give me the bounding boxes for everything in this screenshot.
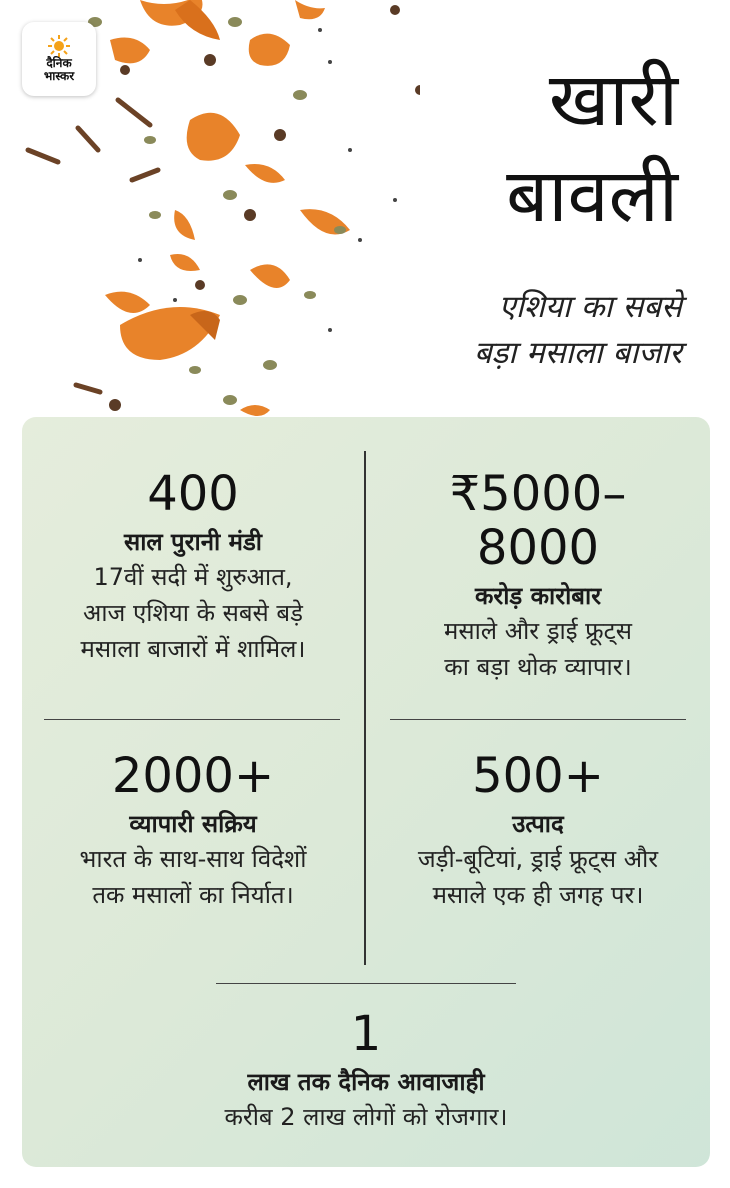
stat-number: ₹5000– bbox=[449, 466, 627, 522]
stat-footfall bbox=[22, 1007, 710, 1135]
stat-number-line2: 8000 bbox=[476, 520, 600, 576]
stat-label: व्यापारी सक्रिय bbox=[129, 810, 257, 838]
stat-label: साल पुरानी मंडी bbox=[123, 528, 263, 556]
subtitle-line1: एशिया का सबसे bbox=[498, 289, 682, 325]
stat-number: 500+ bbox=[472, 748, 604, 804]
stat-turnover bbox=[366, 467, 710, 685]
stats-card bbox=[22, 417, 710, 1167]
stat-desc-line: आज एशिया के सबसे बड़े bbox=[83, 599, 303, 627]
stat-years bbox=[22, 467, 364, 667]
divider-left bbox=[44, 719, 340, 720]
stat-number: 2000+ bbox=[111, 748, 275, 804]
stat-desc-line: भारत के साथ-साथ विदेशों bbox=[79, 845, 307, 873]
stat-desc-line: तक मसालों का निर्यात। bbox=[92, 881, 294, 909]
subtitle-line2: बड़ा मसाला बाजार bbox=[473, 335, 682, 371]
title-line2: बावली bbox=[506, 153, 678, 239]
stat-number: 1 bbox=[350, 1006, 382, 1062]
orange-peel-pieces bbox=[105, 0, 350, 416]
logo-text-line2: भास्कर bbox=[43, 69, 75, 83]
stat-traders bbox=[22, 749, 364, 913]
sun-icon bbox=[48, 35, 70, 57]
stat-desc-line: का बड़ा थोक व्यापार। bbox=[444, 653, 632, 681]
stat-label: करोड़ कारोबार bbox=[474, 582, 602, 610]
divider-right bbox=[390, 719, 686, 720]
page-title bbox=[506, 52, 678, 244]
stat-desc-line: जड़ी-बूटियां, ड्राई फ्रूट्स और bbox=[417, 845, 659, 873]
title-line1: खारी bbox=[548, 57, 678, 143]
stat-number: 400 bbox=[147, 466, 239, 522]
logo-text-line1: दैनिक bbox=[46, 56, 72, 70]
stat-desc-line: करीब 2 लाख लोगों को रोजगार। bbox=[224, 1103, 508, 1131]
stat-desc-line: 17वीं सदी में शुरुआत, bbox=[93, 563, 293, 591]
divider-bottom bbox=[216, 983, 516, 984]
stat-desc-line: मसाले एक ही जगह पर। bbox=[432, 881, 644, 909]
page-subtitle bbox=[474, 284, 682, 376]
stat-label: लाख तक दैनिक आवाजाही bbox=[247, 1068, 485, 1096]
stat-label: उत्पाद bbox=[512, 810, 564, 838]
dainik-bhaskar-logo bbox=[22, 22, 96, 96]
stat-products bbox=[366, 749, 710, 913]
stat-desc-line: मसाला बाजारों में शामिल। bbox=[80, 635, 306, 663]
stat-desc-line: मसाले और ड्राई फ्रूट्स bbox=[444, 617, 632, 645]
